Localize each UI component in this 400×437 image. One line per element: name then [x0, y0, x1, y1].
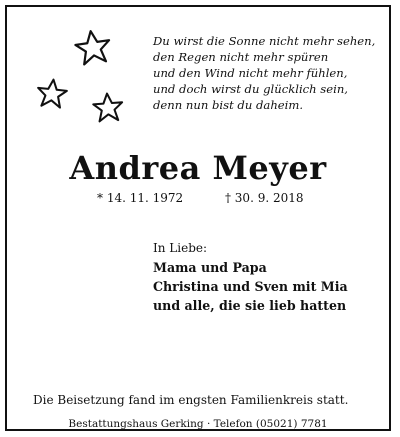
mourner-line: Christina und Sven mit Mia	[153, 279, 348, 294]
poem-line: und den Wind nicht mehr fühlen,	[153, 66, 348, 81]
poem-line: den Regen nicht mehr spüren	[153, 50, 329, 65]
poem-line: denn nun bist du daheim.	[153, 98, 304, 113]
obituary-notice	[5, 5, 391, 431]
mourners-block	[153, 239, 348, 315]
funeral-home-footer: Bestattungshaus Gerking · Telefon (05021) 7781	[68, 418, 328, 430]
star-icon	[74, 29, 112, 65]
funeral-note: Die Beisetzung fand im engsten Familienkreis statt.	[33, 393, 349, 407]
deceased-name: Andrea Meyer	[69, 149, 327, 187]
stars-decoration	[7, 7, 157, 137]
poem-line: Du wirst die Sonne nicht mehr sehen,	[153, 34, 376, 48]
death-date: † 30. 9. 2018	[224, 191, 304, 205]
poem	[153, 33, 375, 113]
mourners-intro: In Liebe:	[153, 241, 208, 255]
star-icon	[93, 93, 124, 122]
life-dates	[97, 191, 304, 205]
star-icon	[36, 78, 68, 108]
poem-line: und doch wirst du glücklich sein,	[153, 82, 348, 97]
birth-date: * 14. 11. 1972	[97, 191, 184, 205]
mourner-line: und alle, die sie lieb hatten	[153, 298, 347, 313]
mourner-line: Mama und Papa	[153, 260, 267, 275]
